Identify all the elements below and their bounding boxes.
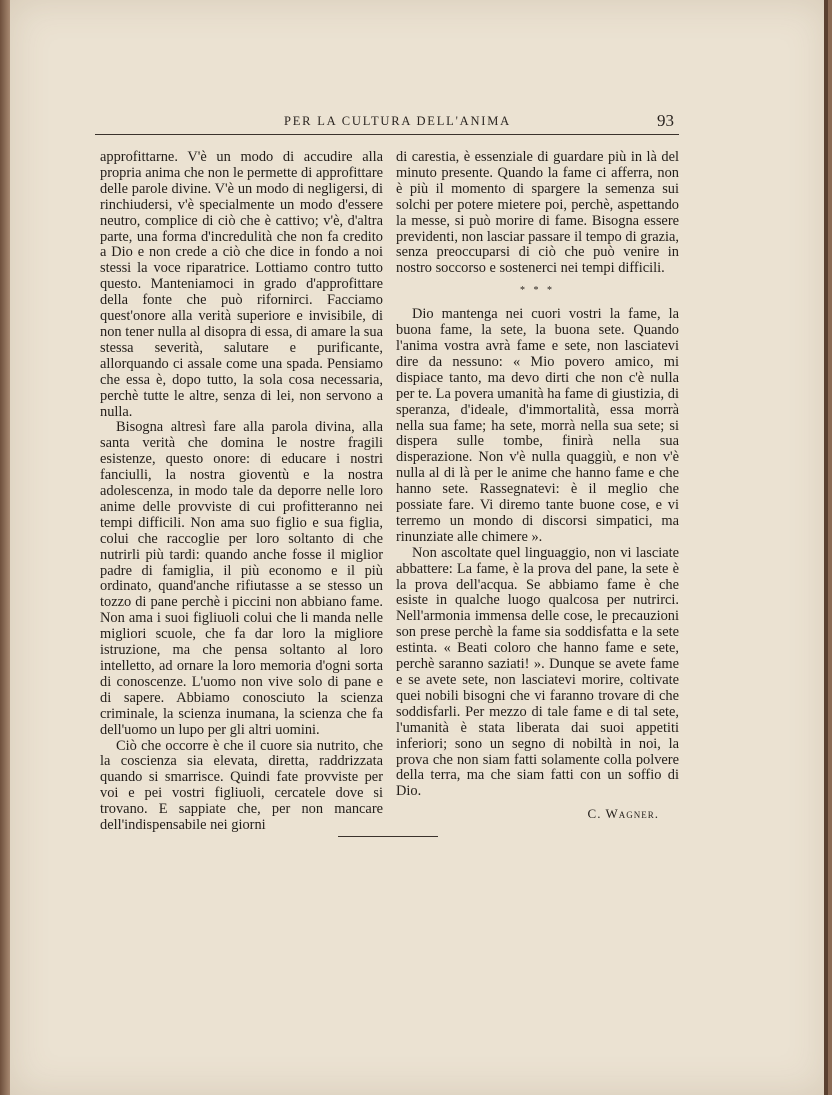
end-rule: [338, 836, 438, 837]
paragraph: Ciò che occorre è che il cuore sia nutrito, che la coscienza sia elevata, diretta, raddrizzata quando si smarrisce. Quindi fate provviste per voi e pei vostri figliuoli, cercatele dove si trovano. E sappiate che, per non mancare dell'indispensabile nei giorni: [100, 737, 383, 834]
paragraph: Bisogna altresì fare alla parola divina, alla santa verità che domina le nostre fragili esistenze, questo onore: di educare i nostri fanciulli, la nostra gioventù e la nostra adolescenza, in modo tale da deporre nelle loro anime delle provviste di cui profitteranno nei tempi difficili. Non ama suo figlio e sua figlia, colui che raccoglie per loro soltanto di che nutrirli più tardi: quando anche fosse il miglior padre di famiglia, il più economo e il più ordinato, quand'anche rifiutasse a se stesso un tozzo di pane perchè i piccini non abbiano fame. Non ama i suoi figliuoli colui che li manda nelle migliori scuole, che fa dar loro la migliore istruzione, ma che pensa soltanto al loro intelletto, ad ornare la loro memoria d'ogni sorta di conoscenze. L'uomo non vive solo di pane e di sapere. Abbiamo conosciuto la scienza criminale, la scienza inumana, la scienza che fa dell'uomo un lupo per gli altri uomini.: [100, 419, 383, 738]
page-header: [88, 111, 678, 133]
paragraph: di carestia, è essenziale di guardare più in là del minuto presente. Quando la fame ci afferra, non è più il momento di spargere la semenza sui solchi per potere mietere poi, perchè, aspettando la messe, si può morire di fame. Bisogna essere previdenti, non lasciar passare il tempo di grazia, senza preoccuparsi di ciò che può venire in nostro soccorso e sostenerci nei tempi difficili.: [396, 149, 679, 277]
page-edge: [824, 0, 828, 1095]
author-signature: C. Wagner.: [587, 806, 659, 822]
paragraph: approfittarne. V'è un modo di accudire alla propria anima che non le permette di approfittare delle parole divine. V'è un modo di negligersi, di rinchiudersi, v'è specialmente un modo d'essere neutro, complice di ciò che è cattivo; v'è, d'altra parte, una forma d'incredulità che non fa credito a Dio e non crede a ciò che dice in fondo a noi stessi la voce riparatrice. Lottiamo contro tutto questo. Manteniamoci in grado d'approfittare della fonte che può rifornirci. Facciamo quest'onore alla verità superiore e invisibile, di non tener nulla al disopra di essa, di amare la sua stessa severità, salutare e purificante, allorquando ci assale come una spada. Pensiamo che essa è, dopo tutto, la sola cosa necessaria, perchè tutte le altre, senza di lei, non servono a nulla.: [100, 149, 383, 420]
paragraph: Non ascoltate quel linguaggio, non vi lasciate abbattere: La fame, è la prova del pane, la sete è la prova dell'acqua. Se abbiamo fame è che esiste in qualche luogo qualcosa per nutrirci. Nell'armonia immensa delle cose, le precauzioni son prese perchè la fame sia soddisfatta e la sete estinta. « Beati coloro che hanno fame e sete, perchè saranno saziati! ». Dunque se avete fame e se avete sete, non lasciatevi morire, coltivate quei nobili bisogni che vi faranno trovare di che soddisfarli. Per mezzo di tale fame e di tal sete, l'umanità è stata liberata dai suoi appetiti inferiori; sono un segno di nobiltà in noi, la prova che non siam fatti solamente colla polvere della terra, ma che siam fatti con un soffio di Dio.: [396, 544, 679, 800]
running-title: PER LA CULTURA DELL'ANIMA: [284, 114, 512, 128]
section-break: * * *: [520, 285, 555, 297]
paragraph: Dio mantenga nei cuori vostri la fame, la buona fame, la sete, la buona sete. Quando l'anima vostra avrà fame e sete, non lasciatevi dire da nessuno: « Mio povero amico, mi dispiace tanto, ma devo dirti che non c'è nulla per te. La povera umanità ha fame di giustizia, di speranza, d'ideale, d'immortalità, essa morrà nella sua fame; ha sete, morrà nella sua sete; si dispera sulle tombe, finirà nella sua disperazione. Non v'è nulla quaggiù, e non v'è nulla al di là per le anime che hanno fame e che hanno sete. Rassegnatevi: è il meglio che possiate fare. Vi diremo tante buone cose, e vi terremo un mondo di discorsi simpatici, ma rinunziate alle chimere ».: [396, 306, 679, 545]
page-number: 93: [657, 111, 674, 130]
header-rule: [95, 134, 679, 135]
right-column: [396, 150, 679, 822]
left-column: [100, 150, 383, 834]
book-gutter: [0, 0, 10, 1095]
